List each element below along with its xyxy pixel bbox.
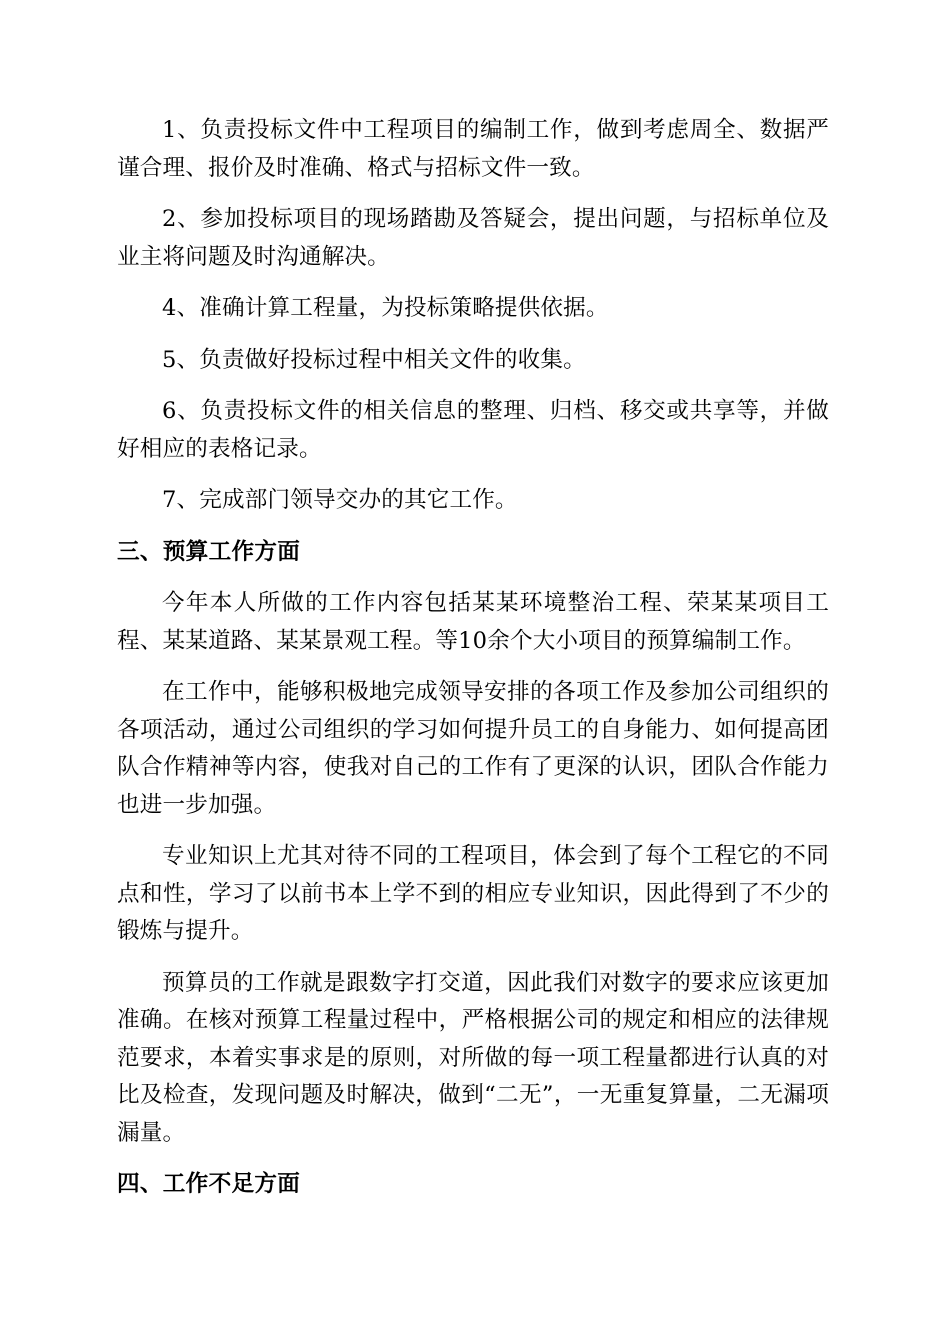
list-item: 7、完成部门领导交办的其它工作。 — [162, 487, 518, 513]
section-heading-shortcomings: 四、工作不足方面 — [117, 1171, 301, 1197]
paragraph: 在工作中，能够积极地完成领导安排的各项工作及参加公司组织的各项活动，通过公司组织的学习如何提升员工的自身能力、如何提高团队合作精神等内容，使我对自己的工作有了更深的认识，团队合作能力也进一步加强。 — [117, 679, 829, 818]
document-body — [117, 112, 829, 1218]
section-heading-budget: 三、预算工作方面 — [117, 538, 301, 565]
list-item: 1、负责投标文件中工程项目的编制工作，做到考虑周全、数据严谨合理、报价及时准确、格式与招标文件一致。 — [117, 117, 829, 181]
paragraph: 专业知识上尤其对待不同的工程项目，体会到了每个工程它的不同点和性，学习了以前书本上学不到的相应专业知识，因此得到了不少的锻炼与提升。 — [117, 843, 829, 944]
list-item: 4、准确计算工程量，为投标策略提供依据。 — [162, 295, 609, 321]
list-item: 5、负责做好投标过程中相关文件的收集。 — [162, 346, 586, 373]
paragraph: 今年本人所做的工作内容包括某某环境整治工程、荣某某项目工程、某某道路、某某景观工程。等10余个大小项目的预算编制工作。 — [117, 590, 829, 654]
paragraph: 预算员的工作就是跟数字打交道，因此我们对数字的要求应该更加准确。在核对预算工程量过程中，严格根据公司的规定和相应的法律规范要求，本着实事求是的原则，对所做的每一项工程量都进行认真的对比及检查，发现问题及时解决，做到“二无”，一无重复算量，二无漏项漏量。 — [117, 969, 829, 1146]
list-item: 2、参加投标项目的现场踏勘及答疑会，提出问题，与招标单位及业主将问题及时沟通解决。 — [117, 206, 829, 270]
list-item: 6、负责投标文件的相关信息的整理、归档、移交或共享等，并做好相应的表格记录。 — [117, 398, 829, 462]
